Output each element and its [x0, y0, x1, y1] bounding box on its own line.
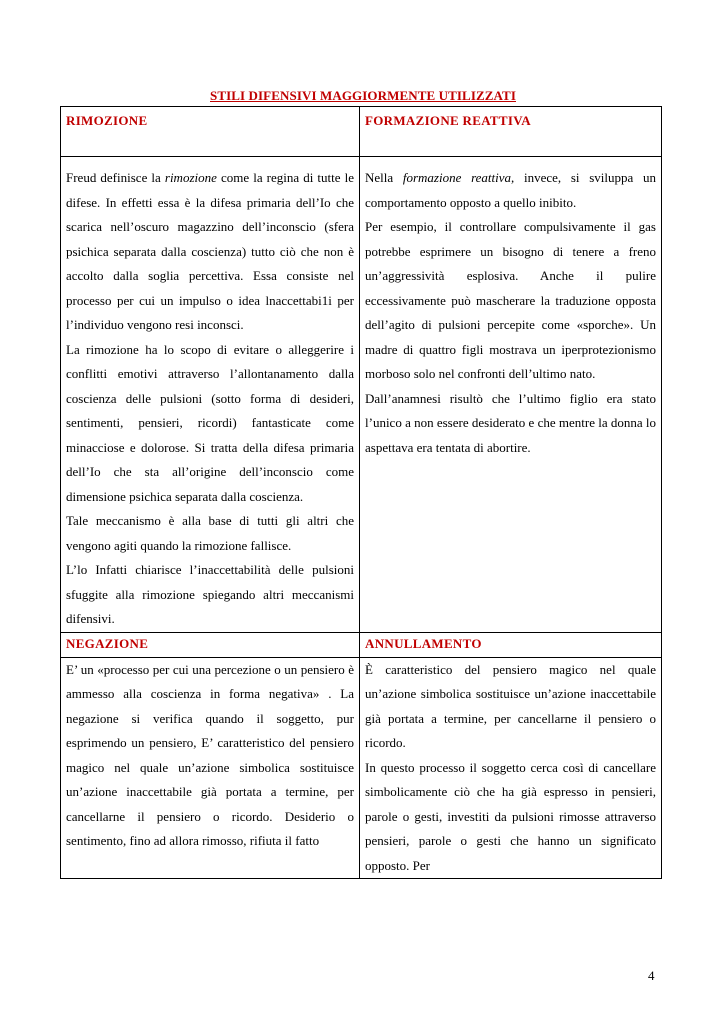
paragraph: Per esempio, il controllare compulsivamente il gas potrebbe esprimere un bisogno di tenere a freno un’aggressività esplosiva. Anche il pulire eccessivamente può mascherare la traduzione opposta dell’agito di pulsioni percepite come «sporche». Un madre di quattro figli mostrava un iperprotezionismo morboso solo nel confronti dell’ultimo nato.	[365, 219, 656, 381]
paragraph: Nella formazione reattiva, invece, si sviluppa un comportamento opposto a quello inibito.	[365, 170, 656, 210]
heading-annullamento: ANNULLAMENTO	[365, 635, 482, 651]
paragraph: In questo processo il soggetto cerca così di cancellare simbolicamente ciò che ha già espresso in pensieri, parole o gesti, investiti da pulsioni rimosse attraverso pensieri, parole o gesti che hanno un significato opposto. Per	[365, 759, 656, 873]
paragraph: La rimozione ha lo scopo di evitare o alleggerire i conflitti emotivi attraverso l’allontanamento dalla coscienza delle pulsioni (sotto forma di desideri, sentimenti, pensieri, ricordi) fantasticate come minacciose e dolorose. Si tratta della difesa primaria dell’Io che sta all’origine dell’inconscio come dimensione psichica separata dalla coscienza.	[66, 341, 354, 504]
table-header-row	[61, 107, 662, 157]
heading-cell-right	[360, 107, 662, 157]
emphasis: formazione reattiva,	[402, 170, 515, 185]
heading-formazione-reattiva: FORMAZIONE REATTIVA	[365, 113, 531, 128]
heading-cell-left	[61, 107, 360, 157]
emphasis: rimozione	[164, 170, 217, 185]
heading-cell-left	[61, 632, 360, 657]
paragraph: Freud definisce la rimozione come la regina di tutte le difese. In effetti essa è la difesa primaria dell’Io che scarica nell’oscuro magazzino dell’inconscio (sfera psichica separata dalla coscienza) tutto ciò che non è accolto dalla soglia percettiva. Essa consiste nel processo per cui un impulso o idea lnaccettabi1i per l’individuo vengono resi inconsci.	[66, 170, 354, 332]
page-title: STILI DIFENSIVI MAGGIORMENTE UTILIZZATI	[210, 88, 516, 103]
paragraph: Tale meccanismo è alla base di tutti gli altri che vengono agiti quando la rimozione fallisce.	[66, 513, 354, 553]
heading-negazione: NEGAZIONE	[66, 635, 149, 651]
table-row	[61, 157, 662, 633]
paragraph: È caratteristico del pensiero magico nel quale un’azione simbolica sostituisce un’azione inaccettabile già portata a termine, per cancellarne il pensiero o ricordo.	[365, 661, 656, 750]
page-number: 4	[648, 968, 655, 983]
table-row	[61, 657, 662, 879]
body-cell-right	[360, 657, 662, 879]
table-header-row	[61, 632, 662, 657]
heading-rimozione: RIMOZIONE	[66, 113, 148, 128]
body-cell-left	[61, 657, 360, 879]
paragraph: Dall’anamnesi risultò che l’ultimo figlio era stato l’unico a non essere desiderato e che mentre la donna lo aspettava era tentata di abortire.	[365, 390, 656, 455]
heading-cell-right	[360, 632, 662, 657]
body-cell-right	[360, 157, 662, 633]
defense-styles-table	[60, 106, 662, 879]
paragraph: E’ un «processo per cui una percezione o un pensiero è ammesso alla coscienza in forma negativa» . La negazione si verifica quando il soggetto, pur esprimendo un pensiero, E’ caratteristico del pensiero magico nel quale un’azione simbolica sostituisce un’azione inaccettabile già portata a termine, per cancellarne il pensiero o ricordo. Desiderio o sentimento, fino ad allora rimosso, rifiuta il fatto	[66, 661, 354, 848]
body-cell-left	[61, 157, 360, 633]
paragraph: L’lo Infatti chiarisce l’inaccettabilità delle pulsioni sfuggite alla rimozione spiegando altri meccanismi difensivi.	[66, 562, 354, 626]
